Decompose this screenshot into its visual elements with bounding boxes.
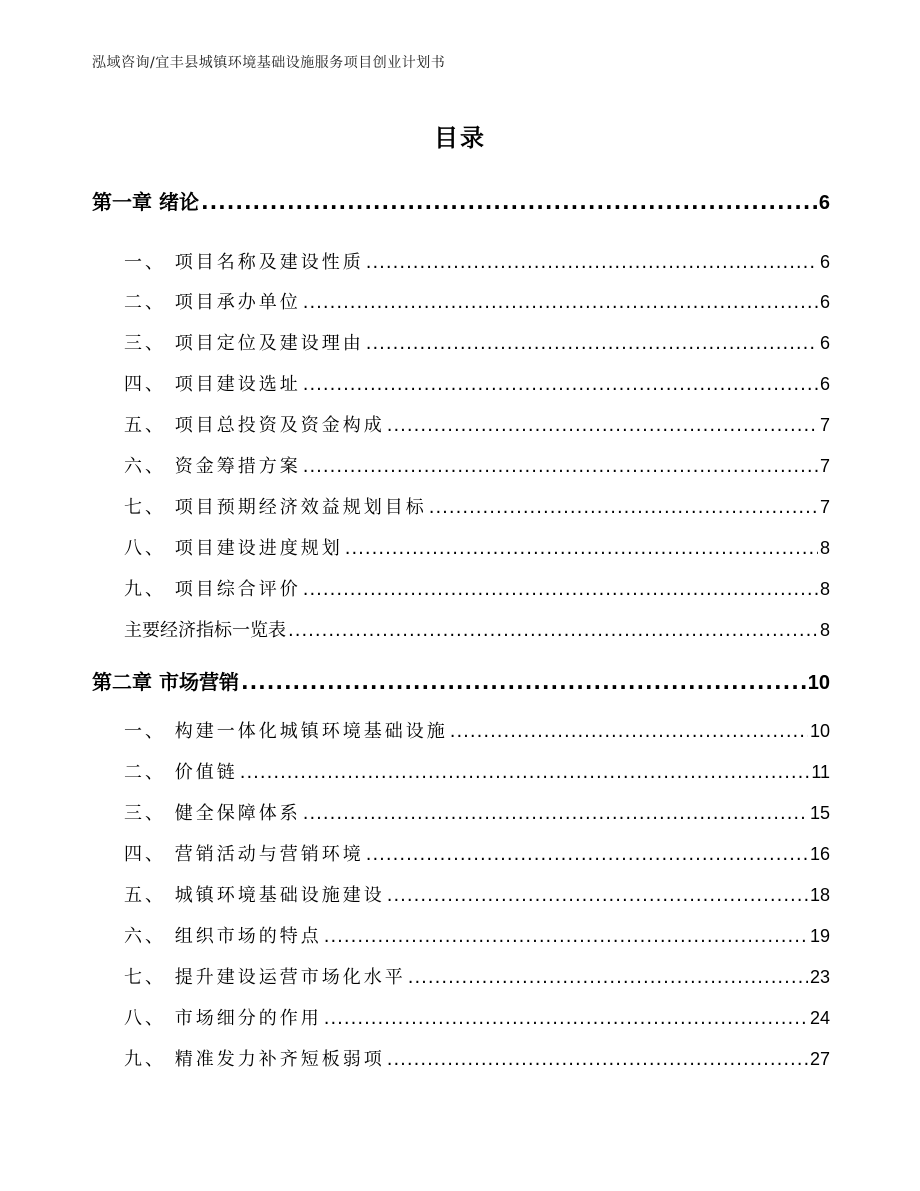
dot-leader <box>303 803 808 824</box>
toc-entry[interactable] <box>124 288 830 314</box>
dot-leader <box>288 620 818 641</box>
toc-entry[interactable] <box>92 186 830 215</box>
toc-entry[interactable] <box>124 881 830 907</box>
toc-entry-page: 24 <box>809 1008 830 1028</box>
dot-leader <box>240 762 810 783</box>
toc-entry-label: 七、 提升建设运营市场化水平 <box>124 967 406 988</box>
toc-entry-label: 主要经济指标一览表 <box>124 620 286 641</box>
toc-entry[interactable] <box>124 840 830 866</box>
toc-entry-page: 8 <box>819 538 830 558</box>
dot-leader <box>366 844 808 865</box>
toc-entry-label: 八、 项目建设进度规划 <box>124 538 343 559</box>
toc-entry-label: 九、 精准发力补齐短板弱项 <box>124 1049 385 1070</box>
toc-entry-page: 7 <box>819 456 830 476</box>
dot-leader <box>324 926 808 947</box>
dot-leader <box>324 1008 808 1029</box>
toc-entry[interactable] <box>92 666 830 695</box>
toc-entry-page: 18 <box>809 885 830 905</box>
toc-entry-page: 6 <box>819 333 830 353</box>
toc-entry-label: 第一章 绪论 <box>92 190 199 214</box>
toc-entry-label: 四、 营销活动与营销环境 <box>124 844 364 865</box>
toc-entry[interactable] <box>124 452 830 478</box>
toc-entry-page: 10 <box>807 672 830 694</box>
toc-entry-page: 7 <box>819 497 830 517</box>
dot-leader <box>450 721 808 742</box>
toc-entry-page: 8 <box>819 579 830 599</box>
toc-entry[interactable] <box>124 575 830 601</box>
toc-entry-page: 15 <box>809 803 830 823</box>
dot-leader <box>345 538 818 559</box>
toc-entry-label: 七、 项目预期经济效益规划目标 <box>124 497 427 518</box>
dot-leader <box>366 252 818 273</box>
toc-entry[interactable] <box>124 616 830 642</box>
toc-entry[interactable] <box>124 717 830 743</box>
toc-entry-page: 11 <box>811 762 830 782</box>
toc-entry-label: 四、 项目建设选址 <box>124 374 301 395</box>
toc-entry[interactable] <box>124 799 830 825</box>
running-header: 泓域咨询/宜丰县城镇环境基础设施服务项目创业计划书 <box>92 55 446 71</box>
toc-entry-label: 三、 项目定位及建设理由 <box>124 333 364 354</box>
toc-entry-page: 7 <box>819 415 830 435</box>
dot-leader <box>303 292 818 313</box>
toc-entry-label: 九、 项目综合评价 <box>124 579 301 600</box>
toc-entry-page: 23 <box>809 967 830 987</box>
toc-entry-label: 二、 项目承办单位 <box>124 292 301 313</box>
toc-entry[interactable] <box>124 758 830 784</box>
toc-entry-label: 五、 项目总投资及资金构成 <box>124 415 385 436</box>
dot-leader <box>387 1049 808 1070</box>
dot-leader <box>303 456 818 477</box>
dot-leader <box>387 885 808 906</box>
toc-entry-label: 一、 项目名称及建设性质 <box>124 252 364 273</box>
dot-leader <box>408 967 808 988</box>
toc-entry-page: 6 <box>819 374 830 394</box>
dot-leader <box>303 579 818 600</box>
toc-entry-page: 6 <box>819 252 830 272</box>
toc-entry[interactable] <box>124 1045 830 1071</box>
toc-entry[interactable] <box>124 534 830 560</box>
toc-entry-label: 三、 健全保障体系 <box>124 803 301 824</box>
toc-entry[interactable] <box>124 493 830 519</box>
toc-entry[interactable] <box>124 1004 830 1030</box>
toc-entry[interactable] <box>124 963 830 989</box>
toc-entry-page: 6 <box>818 192 830 214</box>
toc-entry-page: 27 <box>809 1049 830 1069</box>
toc-entry[interactable] <box>124 922 830 948</box>
dot-leader <box>429 497 818 518</box>
dot-leader <box>366 333 818 354</box>
toc-entry-label: 八、 市场细分的作用 <box>124 1008 322 1029</box>
page-title: 目录 <box>434 124 486 152</box>
toc-entry-page: 16 <box>809 844 830 864</box>
toc-entry[interactable] <box>124 370 830 396</box>
toc-entry-page: 8 <box>819 620 830 640</box>
dot-leader <box>387 415 818 436</box>
toc-entry-label: 一、 构建一体化城镇环境基础设施 <box>124 721 448 742</box>
toc-entry-label: 六、 资金筹措方案 <box>124 456 301 477</box>
toc-entry[interactable] <box>124 411 830 437</box>
toc-entry-label: 六、 组织市场的特点 <box>124 926 322 947</box>
dot-leader <box>241 670 806 694</box>
toc-entry-label: 二、 价值链 <box>124 762 238 783</box>
toc-entry-page: 6 <box>819 292 830 312</box>
toc-entry-page: 10 <box>809 721 830 741</box>
toc-entry-page: 19 <box>809 926 830 946</box>
dot-leader <box>303 374 818 395</box>
toc-entry[interactable] <box>124 329 830 355</box>
toc-entry-label: 第二章 市场营销 <box>92 670 239 694</box>
toc-entry-label: 五、 城镇环境基础设施建设 <box>124 885 385 906</box>
toc-entry[interactable] <box>124 248 830 274</box>
dot-leader <box>201 190 817 214</box>
